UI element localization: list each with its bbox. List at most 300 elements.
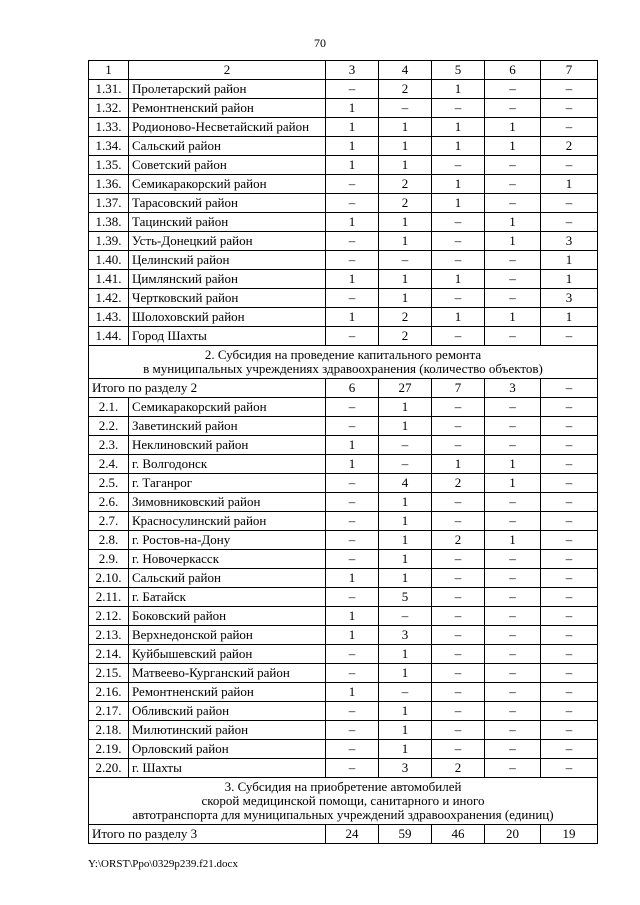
table-row — [89, 137, 598, 156]
row-name: Семикаракорский район — [129, 398, 326, 417]
row-name: Чертковский район — [129, 289, 326, 308]
table-row — [89, 308, 598, 327]
row-value: 1 — [379, 213, 432, 232]
row-value: 1 — [379, 417, 432, 436]
section-title-line: 3. Субсидия на приобретение автомобилей — [224, 779, 462, 794]
row-value: – — [485, 327, 541, 346]
row-value: 1 — [379, 118, 432, 137]
row-value: – — [326, 175, 379, 194]
table-row — [89, 531, 598, 550]
table-row — [89, 99, 598, 118]
section-total-row — [89, 825, 598, 844]
section-title-line: в муниципальных учреждениях здравоохранения (количество объектов) — [143, 361, 543, 376]
row-value: – — [326, 702, 379, 721]
row-value: – — [432, 436, 485, 455]
row-value: 2 — [379, 308, 432, 327]
row-value: – — [326, 531, 379, 550]
row-number: 1.39. — [89, 232, 129, 251]
row-value: – — [326, 232, 379, 251]
row-name: Зимовниковский район — [129, 493, 326, 512]
table-row — [89, 417, 598, 436]
row-value: 1 — [326, 308, 379, 327]
row-value: – — [541, 436, 598, 455]
row-value: 2 — [432, 474, 485, 493]
row-name: Город Шахты — [129, 327, 326, 346]
table-row — [89, 683, 598, 702]
row-value: – — [541, 512, 598, 531]
row-value: – — [432, 417, 485, 436]
row-name: Семикаракорский район — [129, 175, 326, 194]
row-value: – — [326, 721, 379, 740]
row-value: – — [541, 740, 598, 759]
row-value: 2 — [379, 194, 432, 213]
section-total-value: 20 — [485, 825, 541, 844]
row-value: – — [326, 474, 379, 493]
table-row — [89, 270, 598, 289]
row-name: Сальский район — [129, 569, 326, 588]
row-value: 3 — [379, 759, 432, 778]
row-value: – — [326, 398, 379, 417]
row-value: 1 — [485, 531, 541, 550]
row-value: 1 — [326, 118, 379, 137]
row-value: – — [326, 80, 379, 99]
row-name: Ремонтненский район — [129, 683, 326, 702]
row-value: – — [541, 721, 598, 740]
row-value: – — [432, 156, 485, 175]
row-value: 1 — [326, 156, 379, 175]
row-number: 2.12. — [89, 607, 129, 626]
row-value: – — [432, 550, 485, 569]
table-row — [89, 664, 598, 683]
row-value: – — [432, 232, 485, 251]
data-table — [88, 60, 598, 844]
section-total-label: Итого по разделу 3 — [89, 825, 326, 844]
row-value: – — [485, 607, 541, 626]
section-title-line: 2. Субсидия на проведение капитального ремонта — [204, 347, 482, 362]
row-value: 1 — [326, 626, 379, 645]
header-cell: 1 — [89, 61, 129, 80]
row-number: 1.40. — [89, 251, 129, 270]
row-value: – — [541, 664, 598, 683]
row-value: – — [485, 251, 541, 270]
row-value: 1 — [379, 569, 432, 588]
row-number: 2.1. — [89, 398, 129, 417]
row-value: 1 — [326, 213, 379, 232]
row-value: – — [326, 327, 379, 346]
table-header-row — [89, 61, 598, 80]
row-value: 1 — [379, 531, 432, 550]
section-title-row — [89, 346, 598, 379]
row-value: – — [432, 251, 485, 270]
row-value: – — [485, 588, 541, 607]
table-row — [89, 327, 598, 346]
table-row — [89, 455, 598, 474]
row-name: г. Ростов-на-Дону — [129, 531, 326, 550]
row-number: 2.17. — [89, 702, 129, 721]
row-value: – — [379, 455, 432, 474]
row-value: – — [432, 740, 485, 759]
row-value: – — [432, 683, 485, 702]
row-value: – — [485, 436, 541, 455]
row-number: 2.7. — [89, 512, 129, 531]
row-value: – — [541, 588, 598, 607]
row-value: – — [379, 99, 432, 118]
row-value: 1 — [432, 80, 485, 99]
table-row — [89, 588, 598, 607]
section-total-value: 6 — [326, 379, 379, 398]
row-value: 1 — [379, 721, 432, 740]
row-value: 2 — [379, 327, 432, 346]
row-value: – — [432, 702, 485, 721]
row-name: г. Таганрог — [129, 474, 326, 493]
table-row — [89, 550, 598, 569]
row-value: 1 — [379, 702, 432, 721]
row-value: – — [541, 626, 598, 645]
section-total-label: Итого по разделу 2 — [89, 379, 326, 398]
row-value: – — [432, 607, 485, 626]
section-total-value: – — [541, 379, 598, 398]
row-value: – — [432, 327, 485, 346]
row-value: 1 — [485, 213, 541, 232]
row-number: 2.11. — [89, 588, 129, 607]
row-value: 1 — [432, 455, 485, 474]
row-value: 2 — [379, 80, 432, 99]
row-value: – — [485, 740, 541, 759]
table-row — [89, 118, 598, 137]
row-value: – — [379, 436, 432, 455]
row-value: – — [541, 550, 598, 569]
row-value: – — [326, 740, 379, 759]
row-name: Милютинский район — [129, 721, 326, 740]
section-total-value: 27 — [379, 379, 432, 398]
row-value: 1 — [432, 175, 485, 194]
row-name: Пролетарский район — [129, 80, 326, 99]
row-value: 1 — [379, 512, 432, 531]
row-value: 2 — [379, 175, 432, 194]
row-value: – — [326, 194, 379, 213]
row-number: 2.19. — [89, 740, 129, 759]
row-name: г. Батайск — [129, 588, 326, 607]
row-name: Родионово-Несветайский район — [129, 118, 326, 137]
row-value: 1 — [326, 270, 379, 289]
row-value: – — [485, 569, 541, 588]
row-name: Целинский район — [129, 251, 326, 270]
row-value: – — [541, 398, 598, 417]
section-title-row — [89, 778, 598, 825]
row-value: – — [432, 664, 485, 683]
row-number: 2.15. — [89, 664, 129, 683]
row-value: – — [485, 398, 541, 417]
row-value: – — [432, 99, 485, 118]
row-number: 1.33. — [89, 118, 129, 137]
row-value: – — [432, 493, 485, 512]
section-total-value: 24 — [326, 825, 379, 844]
table-row — [89, 474, 598, 493]
row-value: 3 — [541, 232, 598, 251]
row-value: – — [541, 569, 598, 588]
section-total-value: 46 — [432, 825, 485, 844]
row-value: – — [541, 645, 598, 664]
row-name: Верхнедонской район — [129, 626, 326, 645]
row-number: 1.38. — [89, 213, 129, 232]
table-row — [89, 289, 598, 308]
section-total-value: 3 — [485, 379, 541, 398]
table-row — [89, 80, 598, 99]
row-value: 1 — [379, 137, 432, 156]
row-value: 5 — [379, 588, 432, 607]
table-row — [89, 251, 598, 270]
row-value: 1 — [326, 683, 379, 702]
row-name: Тацинский район — [129, 213, 326, 232]
row-number: 2.13. — [89, 626, 129, 645]
section-title — [89, 778, 598, 825]
row-value: – — [379, 251, 432, 270]
row-value: 4 — [379, 474, 432, 493]
row-value: – — [541, 99, 598, 118]
row-value: – — [485, 194, 541, 213]
row-number: 2.9. — [89, 550, 129, 569]
section-total-row — [89, 379, 598, 398]
row-value: 1 — [326, 436, 379, 455]
row-name: Красносулинский район — [129, 512, 326, 531]
row-value: – — [326, 289, 379, 308]
row-name: Усть-Донецкий район — [129, 232, 326, 251]
header-cell: 6 — [485, 61, 541, 80]
table-body — [89, 61, 598, 844]
row-value: – — [541, 607, 598, 626]
page-number: 70 — [314, 36, 326, 50]
row-name: г. Волгодонск — [129, 455, 326, 474]
section-title-line: автотранспорта для муниципальных учреждений здравоохранения (единиц) — [132, 807, 554, 822]
row-value: 1 — [541, 270, 598, 289]
row-value: – — [326, 664, 379, 683]
row-value: 1 — [379, 645, 432, 664]
row-value: – — [485, 156, 541, 175]
table-row — [89, 493, 598, 512]
row-value: 1 — [379, 289, 432, 308]
row-value: 3 — [541, 289, 598, 308]
row-number: 2.2. — [89, 417, 129, 436]
row-value: – — [541, 474, 598, 493]
row-value: – — [432, 289, 485, 308]
table-row — [89, 156, 598, 175]
row-number: 2.5. — [89, 474, 129, 493]
row-value: 2 — [541, 137, 598, 156]
row-value: – — [326, 759, 379, 778]
row-value: – — [485, 417, 541, 436]
row-value: – — [379, 607, 432, 626]
row-name: Обливский район — [129, 702, 326, 721]
table-row — [89, 607, 598, 626]
table-row — [89, 232, 598, 251]
header-cell: 7 — [541, 61, 598, 80]
row-value: – — [326, 251, 379, 270]
row-name: Орловский район — [129, 740, 326, 759]
row-number: 2.3. — [89, 436, 129, 455]
row-name: Неклиновский район — [129, 436, 326, 455]
row-number: 2.16. — [89, 683, 129, 702]
row-value: 1 — [379, 398, 432, 417]
row-value: – — [485, 512, 541, 531]
header-cell: 2 — [129, 61, 326, 80]
section-title-line: скорой медицинской помощи, санитарного и иного — [201, 793, 485, 808]
row-number: 2.14. — [89, 645, 129, 664]
table-row — [89, 721, 598, 740]
table-row — [89, 213, 598, 232]
row-value: 1 — [541, 308, 598, 327]
row-value: 1 — [432, 194, 485, 213]
row-value: – — [432, 626, 485, 645]
row-value: – — [485, 493, 541, 512]
row-value: – — [485, 645, 541, 664]
row-number: 2.20. — [89, 759, 129, 778]
row-value: – — [485, 270, 541, 289]
row-number: 2.18. — [89, 721, 129, 740]
row-value: 3 — [379, 626, 432, 645]
footer-file-path: Y:\ORST\Ppo\0329p239.f21.docx — [88, 858, 238, 870]
row-value: 1 — [432, 118, 485, 137]
row-number: 1.35. — [89, 156, 129, 175]
row-value: – — [379, 683, 432, 702]
row-value: 2 — [432, 759, 485, 778]
row-value: 1 — [379, 493, 432, 512]
table-row — [89, 645, 598, 664]
row-name: г. Новочеркасск — [129, 550, 326, 569]
row-value: – — [541, 493, 598, 512]
row-value: – — [432, 645, 485, 664]
row-value: – — [326, 550, 379, 569]
row-value: 1 — [326, 569, 379, 588]
row-value: – — [541, 531, 598, 550]
row-value: 1 — [379, 270, 432, 289]
row-value: 1 — [485, 137, 541, 156]
section-total-value: 59 — [379, 825, 432, 844]
row-value: – — [485, 550, 541, 569]
row-value: – — [541, 194, 598, 213]
table-row — [89, 759, 598, 778]
row-number: 1.42. — [89, 289, 129, 308]
row-name: Куйбышевский район — [129, 645, 326, 664]
row-value: – — [541, 213, 598, 232]
row-value: 1 — [485, 118, 541, 137]
row-number: 2.10. — [89, 569, 129, 588]
row-value: – — [432, 721, 485, 740]
row-value: – — [485, 289, 541, 308]
table-row — [89, 626, 598, 645]
row-value: – — [432, 588, 485, 607]
table-row — [89, 398, 598, 417]
table-row — [89, 436, 598, 455]
row-value: – — [541, 683, 598, 702]
row-value: 1 — [485, 455, 541, 474]
row-value: 1 — [379, 156, 432, 175]
row-value: – — [541, 156, 598, 175]
row-value: – — [326, 645, 379, 664]
row-number: 1.43. — [89, 308, 129, 327]
row-value: – — [432, 569, 485, 588]
row-number: 1.37. — [89, 194, 129, 213]
row-value: 1 — [541, 175, 598, 194]
row-number: 1.31. — [89, 80, 129, 99]
row-number: 1.36. — [89, 175, 129, 194]
row-value: 1 — [432, 270, 485, 289]
row-value: 1 — [485, 308, 541, 327]
row-value: 1 — [541, 251, 598, 270]
row-value: – — [541, 80, 598, 99]
row-value: 1 — [379, 550, 432, 569]
row-value: – — [432, 512, 485, 531]
table-row — [89, 512, 598, 531]
row-value: – — [485, 626, 541, 645]
row-value: 1 — [432, 308, 485, 327]
row-value: – — [541, 118, 598, 137]
row-value: 1 — [379, 664, 432, 683]
row-number: 1.41. — [89, 270, 129, 289]
table-row — [89, 569, 598, 588]
section-total-value: 19 — [541, 825, 598, 844]
row-value: – — [485, 721, 541, 740]
row-value: – — [326, 588, 379, 607]
row-name: Шолоховский район — [129, 308, 326, 327]
row-name: Цимлянский район — [129, 270, 326, 289]
row-name: Тарасовский район — [129, 194, 326, 213]
row-value: – — [485, 683, 541, 702]
row-number: 2.4. — [89, 455, 129, 474]
row-value: 1 — [326, 137, 379, 156]
table-row — [89, 740, 598, 759]
row-value: – — [541, 327, 598, 346]
row-value: – — [485, 702, 541, 721]
row-value: 1 — [326, 99, 379, 118]
row-value: 1 — [379, 740, 432, 759]
row-value: – — [485, 80, 541, 99]
row-value: – — [326, 417, 379, 436]
row-name: Ремонтненский район — [129, 99, 326, 118]
row-number: 2.8. — [89, 531, 129, 550]
row-value: – — [432, 213, 485, 232]
row-value: – — [541, 702, 598, 721]
row-value: 1 — [379, 232, 432, 251]
table-row — [89, 702, 598, 721]
header-cell: 5 — [432, 61, 485, 80]
row-value: 1 — [326, 607, 379, 626]
row-name: Боковский район — [129, 607, 326, 626]
row-value: – — [485, 99, 541, 118]
row-value: 1 — [432, 137, 485, 156]
header-cell: 4 — [379, 61, 432, 80]
row-value: – — [541, 759, 598, 778]
row-name: Матвеево-Курганский район — [129, 664, 326, 683]
section-title — [89, 346, 598, 379]
row-value: – — [326, 512, 379, 531]
row-number: 2.6. — [89, 493, 129, 512]
row-value: 2 — [432, 531, 485, 550]
table-row — [89, 194, 598, 213]
row-number: 1.32. — [89, 99, 129, 118]
row-value: – — [541, 417, 598, 436]
header-cell: 3 — [326, 61, 379, 80]
row-value: – — [485, 759, 541, 778]
section-total-value: 7 — [432, 379, 485, 398]
row-number: 1.44. — [89, 327, 129, 346]
row-value: – — [432, 398, 485, 417]
row-value: 1 — [485, 232, 541, 251]
row-value: – — [326, 493, 379, 512]
row-value: – — [485, 664, 541, 683]
row-name: Советский район — [129, 156, 326, 175]
row-number: 1.34. — [89, 137, 129, 156]
row-value: – — [485, 175, 541, 194]
